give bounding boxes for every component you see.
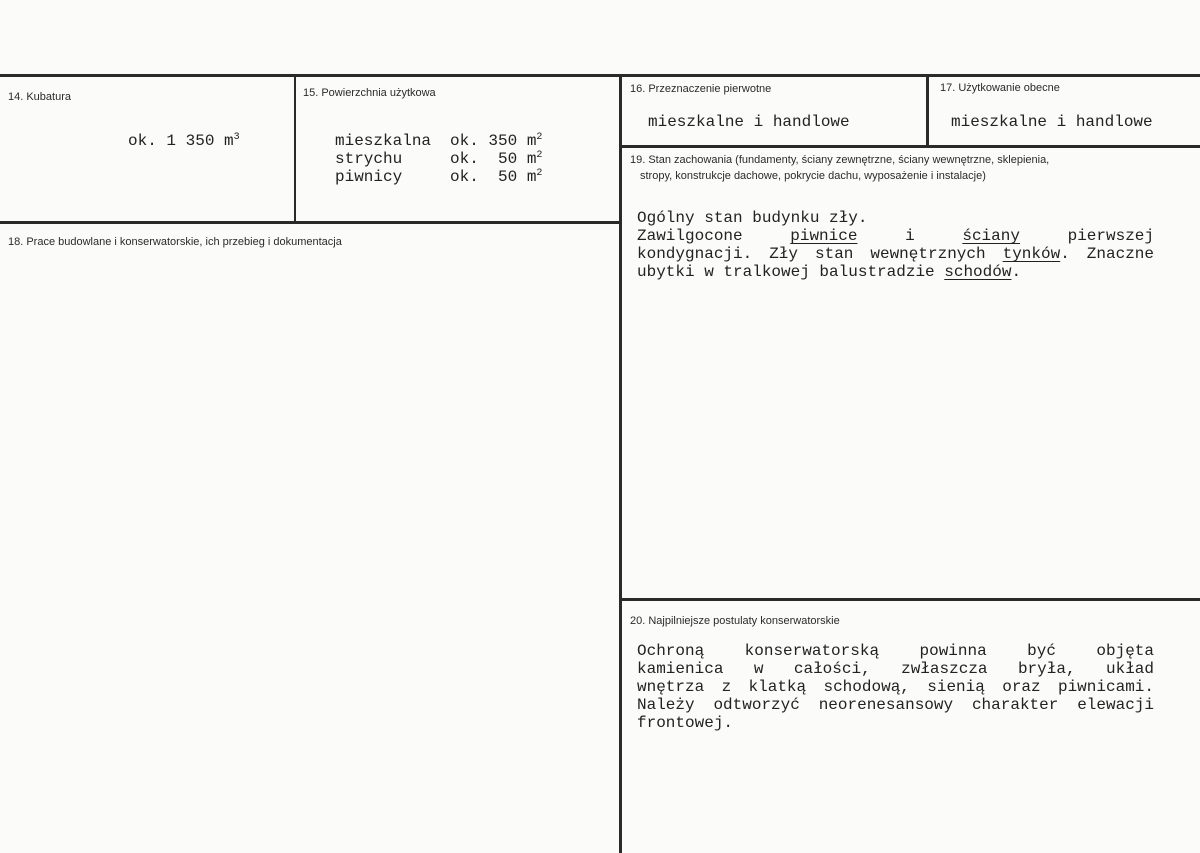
divider — [926, 75, 929, 147]
kubatura-exponent: 3 — [233, 132, 240, 143]
kubatura-text: ok. 1 350 m — [128, 132, 234, 150]
postulate-line: kamienica w całości, zwłaszcza bryła, układ — [637, 660, 1154, 678]
divider — [0, 221, 620, 224]
divider — [0, 74, 1200, 77]
text: . — [1011, 263, 1022, 281]
underlined-word: piwnice — [790, 227, 858, 245]
postulate-line: Ochroną konserwatorską powinna być objęta — [637, 642, 1154, 660]
section-17-label: 17. Użytkowanie obecne — [940, 82, 1060, 94]
text: kondygnacji. Zły stan wewnętrznych — [637, 245, 1003, 263]
underlined-word: tynków — [1002, 245, 1061, 263]
divider — [619, 75, 622, 853]
area-exponent: 2 — [536, 150, 543, 161]
divider — [620, 598, 1200, 601]
area-value: ok. 50 m — [450, 168, 537, 186]
area-exponent: 2 — [536, 132, 543, 143]
section-14-label: 14. Kubatura — [8, 91, 71, 103]
text: pierwszej — [1067, 227, 1155, 245]
divider — [294, 75, 296, 223]
section-19-label: 19. Stan zachowania (fundamenty, ściany zewnętrzne, ściany wewnętrzne, sklepienia, — [630, 154, 1050, 166]
underlined-word: ściany — [962, 227, 1020, 245]
area-exponent: 2 — [536, 168, 543, 179]
section-15-label: 15. Powierzchnia użytkowa — [303, 87, 436, 99]
area-row — [335, 168, 542, 186]
original-use-value: mieszkalne i handlowe — [648, 113, 850, 131]
kubatura-value — [128, 132, 240, 150]
text: . Znaczne — [1060, 245, 1154, 263]
condition-line — [637, 263, 1154, 281]
area-name: mieszkalna — [335, 132, 432, 150]
section-20-label: 20. Najpilniejsze postulaty konserwatorskie — [630, 615, 840, 627]
postulate-line: Należy odtworzyć neorenesansowy charakter elewacji — [637, 696, 1154, 714]
area-value: ok. 50 m — [450, 150, 537, 168]
current-use-value: mieszkalne i handlowe — [951, 113, 1153, 131]
condition-line — [637, 227, 1154, 245]
text: ubytki w tralkowej balustradzie — [637, 263, 945, 281]
section-18-label: 18. Prace budowlane i konserwatorskie, ich przebieg i dokumentacja — [8, 236, 342, 248]
condition-line: Ogólny stan budynku zły. — [637, 209, 868, 227]
divider — [620, 145, 1200, 148]
text: Zawilgocone — [637, 227, 791, 245]
section-19-label-cont: stropy, konstrukcje dachowe, pokrycie dachu, wyposażenie i instalacje) — [640, 170, 986, 182]
text: i — [905, 227, 963, 245]
area-value: ok. 350 m — [450, 132, 537, 150]
area-name: piwnicy — [335, 168, 403, 186]
postulate-line: wnętrza z klatką schodową, sienią oraz piwnicami. — [637, 678, 1154, 696]
area-row — [335, 132, 542, 150]
area-row — [335, 150, 542, 168]
section-16-label: 16. Przeznaczenie pierwotne — [630, 83, 772, 95]
condition-line — [637, 245, 1154, 263]
condition-text — [637, 209, 1154, 281]
area-name: strychu — [335, 150, 403, 168]
postulate-line: frontowej. — [637, 714, 734, 732]
underlined-word: schodów — [944, 263, 1012, 281]
postulates-text — [637, 642, 1154, 732]
